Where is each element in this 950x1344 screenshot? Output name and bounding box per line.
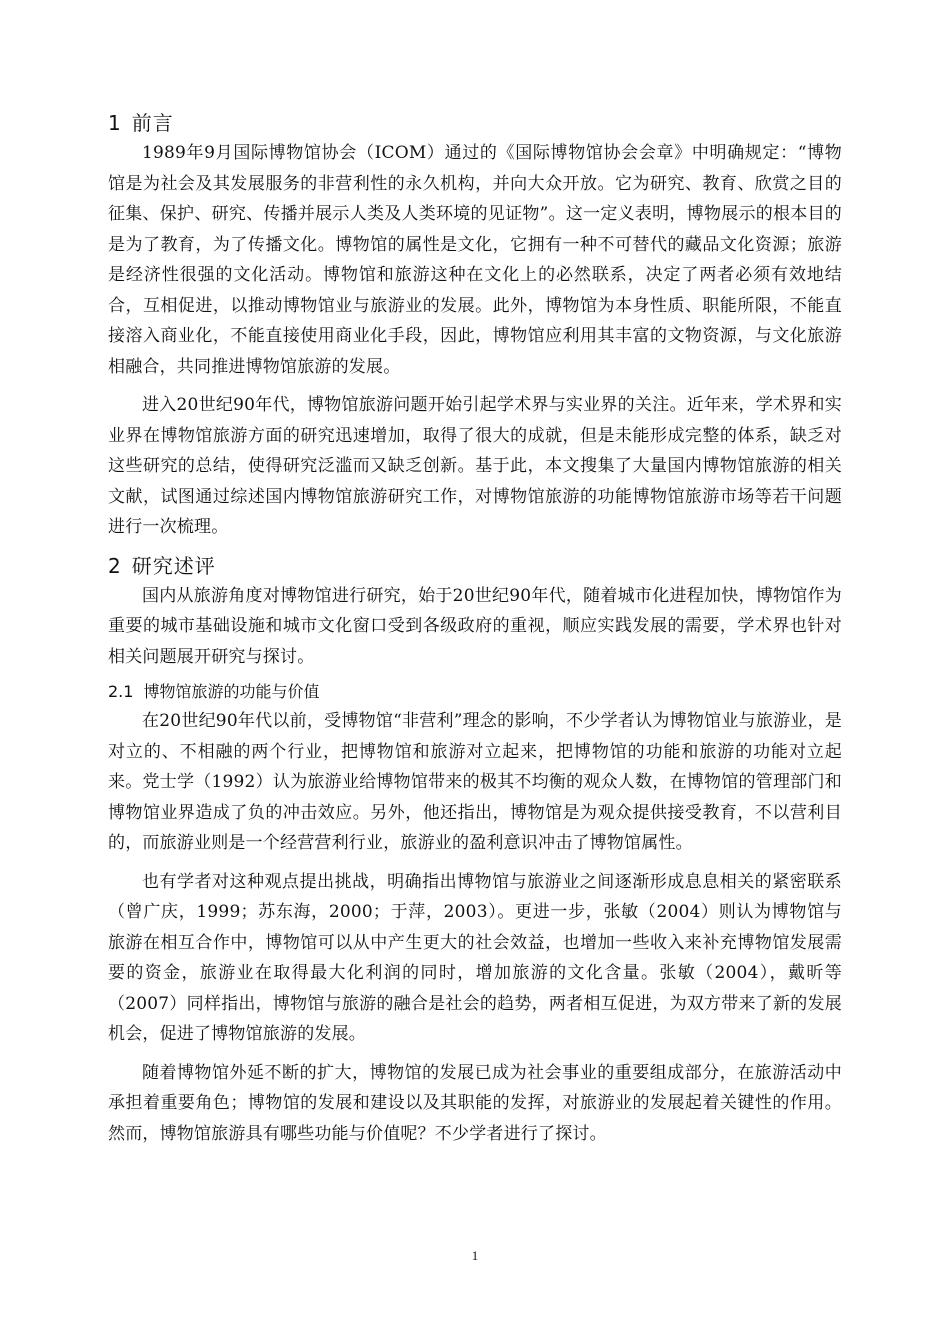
subsection-number: 2.1: [108, 682, 134, 701]
paragraph-6: 随着博物馆外延不断的扩大，博物馆的发展已成为社会事业的重要组成部分，在旅游活动中承担着重要角色；博物馆的发展和建设以及其职能的发挥，对旅游业的发展起着关键性的作用。然而，博物馆旅游具有哪些功能与价值呢？不少学者进行了探讨。: [108, 1062, 842, 1144]
paragraph-1: 1989年9月国际博物馆协会（ICOM）通过的《国际博物馆协会会章》中明确规定：“博物馆是为社会及其发展服务的非营利性的永久机构，并向大众开放。它为研究、教育、欣赏之目的征集、保护、研究、传播并展示人类及人类环境的见证物”。这一定义表明，博物展示的根本目的是为了教育，为了传播文化。博物馆的属性是文化，它拥有一种不可替代的藏品文化资源；旅游是经济性很强的文化活动。博物馆和旅游这种在文化上的必然联系，决定了两者必须有效地结合，互相促进，以推动博物馆业与旅游业的发展。此外，博物馆为本身性质、职能所限，不能直接溶入商业化，不能直接使用商业化手段，因此，博物馆应利用其丰富的文物资源，与文化旅游相融合，共同推进博物馆旅游的发展。: [108, 143, 842, 377]
section-number: 2: [108, 553, 122, 578]
document-page: [108, 108, 842, 1149]
page-number: 1: [471, 1248, 479, 1263]
section-number: 1: [108, 111, 122, 135]
section-title: 研究述评: [131, 553, 216, 578]
section-heading-1: [108, 108, 842, 138]
paragraph-5: 也有学者对这种观点提出挑战，明确指出博物馆与旅游业之间逐渐形成息息相关的紧密联系（曾广庆，1999；苏东海，2000；于萍，2003）。更进一步，张敏（2004）则认为博物馆与旅游在相互合作中，博物馆可以从中产生更大的社会效益，也增加一些收入来补充博物馆发展需要的资金，旅游业在取得最大化利润的同时，增加旅游的文化含量。张敏（2004），戴昕等（2007）同样指出，博物馆与旅游的融合是社会的趋势，两者相互促进，为双方带来了新的发展机会，促进了博物馆旅游的发展。: [108, 871, 842, 1044]
paragraph-2: 进入20世纪90年代，博物馆旅游问题开始引起学术界与实业界的关注。近年来，学术界和实业界在博物馆旅游方面的研究迅速增加，取得了很大的成就，但是未能形成完整的体系，缺乏对这些研究的总结，使得研究泛滥而又缺乏创新。基于此，本文搜集了大量国内博物馆旅游的相关文献，试图通过综述国内博物馆旅游研究工作，对博物馆旅游的功能博物馆旅游市场等若干问题进行一次梳理。: [108, 395, 842, 537]
paragraph-4: 在20世纪90年代以前，受博物馆“非营利”理念的影响，不少学者认为博物馆业与旅游业，是对立的、不相融的两个行业，把博物馆和旅游对立起来，把博物馆的功能和旅游的功能对立起来。党士学（1992）认为旅游业给博物馆带来的极其不均衡的观众人数，在博物馆的管理部门和博物馆业界造成了负的冲击效应。另外，他还指出，博物馆是为观众提供接受教育，不以营利目的，而旅游业则是一个经营营利行业，旅游业的盈利意识冲击了博物馆属性。: [108, 711, 842, 853]
subsection-title: 博物馆旅游的功能与价值: [143, 682, 320, 701]
section-title: 前言: [131, 111, 174, 135]
section-heading-2: [108, 551, 842, 581]
subsection-heading-2-1: [108, 678, 842, 706]
paragraph-3: 国内从旅游角度对博物馆进行研究，始于20世纪90年代，随着城市化进程加快，博物馆作为重要的城市基础设施和城市文化窗口受到各级政府的重视，顺应实践发展的需要，学术界也针对相关问题展开研究与探讨。: [108, 585, 842, 667]
